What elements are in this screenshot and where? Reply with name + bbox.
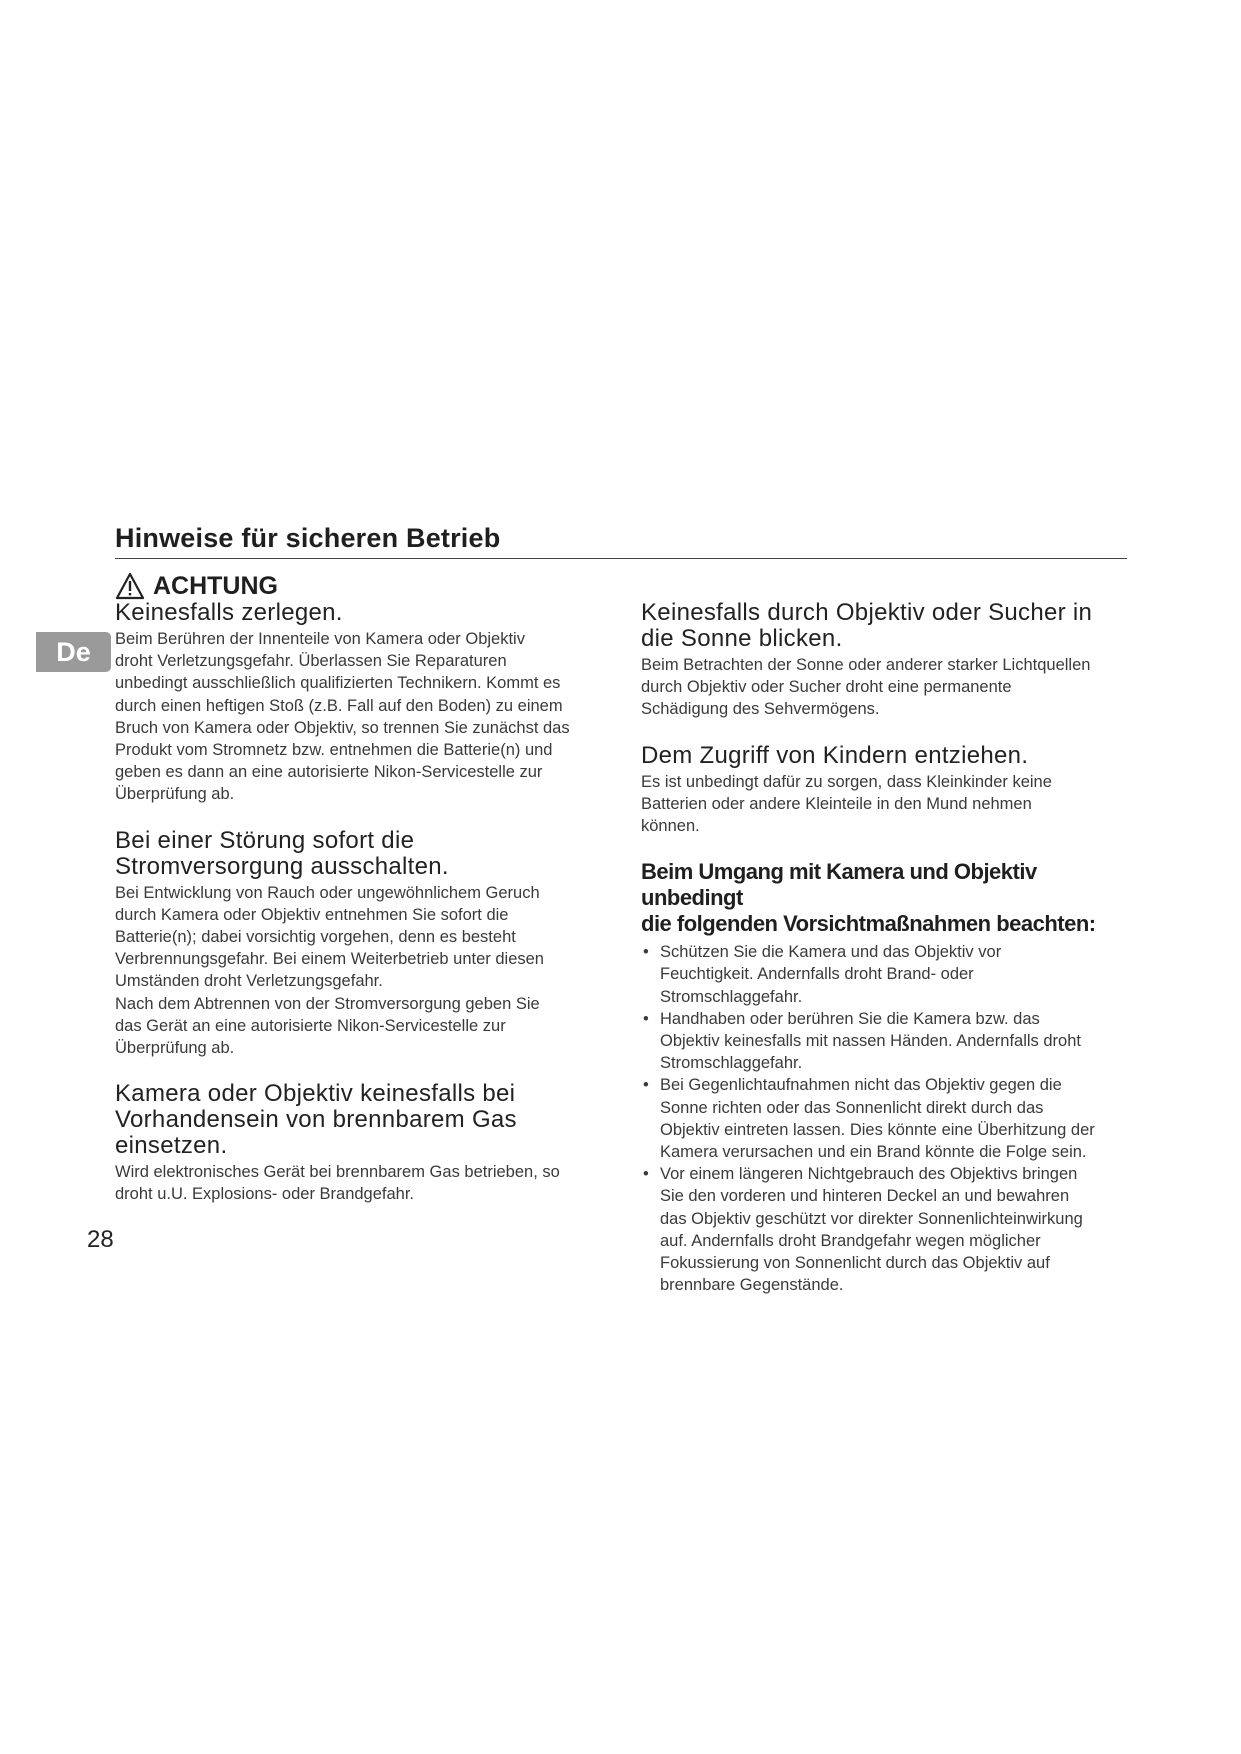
list-item-text: Schützen Sie die Kamera und das Objektiv vor Feuchtigkeit. Andernfalls droht Brand- oder Stromschlaggefahr. [660,943,1002,1006]
page-title: Hinweise für sicheren Betrieb [115,523,501,553]
warning-label: ACHTUNG [153,571,278,600]
precautions-list [641,941,1129,1296]
precautions-title: Beim Umgang mit Kamera und Objektiv unbedingt die folgenden Vorsichtmaßnahmen beachten: [641,859,1096,937]
warning-triangle-icon [115,572,145,600]
section-title: Keinesfalls durch Objektiv oder Sucher in die Sonne blicken. [641,599,1093,652]
section-children [641,743,1129,838]
right-column [641,600,1129,1318]
section-title: Keinesfalls zerlegen. [115,599,343,626]
section-title: Bei einer Störung sofort die Stromversorgung ausschalten. [115,826,449,880]
language-tab-label: De [56,636,91,667]
section-body: Beim Betrachten der Sonne oder anderer starker Lichtquellen durch Objektiv oder Sucher droht eine permanente Schädigung des Sehvermögens. [641,656,1091,719]
section-precautions [641,859,1129,1296]
section-body: Es ist unbedingt dafür zu sorgen, dass Kleinkinder keine Batterien oder andere Kleinteile in den Mund nehmen können. [641,772,1052,836]
section-body: Beim Berühren der Innenteile von Kamera oder Objektiv droht Verletzungsgefahr. Überlassen Sie Reparaturen unbedingt ausschließlich qualifizierten Technikern. Kommt es durch einen heftigen Stoß (z.B. Fall auf den Boden) zu einem Bruch von Kamera oder Objektiv, so trennen Sie zunächst das Produkt vom Stromnetz bzw. entnehmen die Batterie(n) und geben es dann an eine autorisierte Nikon-Servicestelle zur Überprüfung ab. [115,630,570,804]
list-item [641,1163,1129,1296]
section-title: Kamera oder Objektiv keinesfalls bei Vorhandensein von brennbarem Gas einsetzen. [115,1080,517,1160]
list-item [641,1008,1129,1075]
section-title: Dem Zugriff von Kindern entziehen. [641,741,1029,769]
section-power-off [115,828,605,1060]
bullet-dot: • [643,1165,649,1184]
section-sun [641,600,1129,721]
list-item-text: Handhaben oder berühren Sie die Kamera bzw. das Objektiv keinesfalls mit nassen Händen. Andernfalls droht Stromschlaggefahr. [660,1009,1081,1073]
language-tab [36,632,111,672]
list-item [641,1074,1129,1163]
title-divider [115,558,1127,559]
section-body: Bei Entwicklung von Rauch oder ungewöhnlichem Geruch durch Kamera oder Objektiv entnehmen Sie sofort die Batterie(n); dabei vorsichtig vorgehen, denn es besteht Verbrennungsgefahr. Bei einem Weiterbetrieb unter diesen Umständen droht Verletzungsgefahr. Nach dem Abtrennen von der Stromversorgung geben Sie das Gerät an eine autorisierte Nikon-Servicestelle zur Überprüfung ab. [115,883,544,1058]
bullet-dot: • [643,1076,649,1095]
page-number: 28 [87,1226,114,1253]
section-body: Wird elektronisches Gerät bei brennbarem Gas betrieben, so droht u.U. Explosions- oder Brandgefahr. [115,1163,560,1204]
list-item-text: Vor einem längeren Nichtgebrauch des Objektivs bringen Sie den vorderen und hinteren Deckel an und bewahren das Objektiv geschützt vor direkter Sonnenlichteinwirkung auf. Andernfalls droht Brandgefahr wegen möglicher Fokussierung von Sonnenlicht durch das Objektiv auf brennbare Gegenstände. [660,1165,1083,1295]
section-no-disassembly [115,600,605,806]
section-flammable-gas [115,1081,605,1205]
left-column [115,600,605,1228]
list-item [641,941,1129,1008]
bullet-dot: • [643,943,649,962]
bullet-dot: • [643,1009,649,1028]
list-item-text: Bei Gegenlichtaufnahmen nicht das Objektiv gegen die Sonne richten oder das Sonnenlicht direkt durch das Objektiv eintreten lassen. Dies könnte eine Überhitzung der Kamera verursachen und ein Brand könnte die Folge sein. [660,1076,1095,1162]
